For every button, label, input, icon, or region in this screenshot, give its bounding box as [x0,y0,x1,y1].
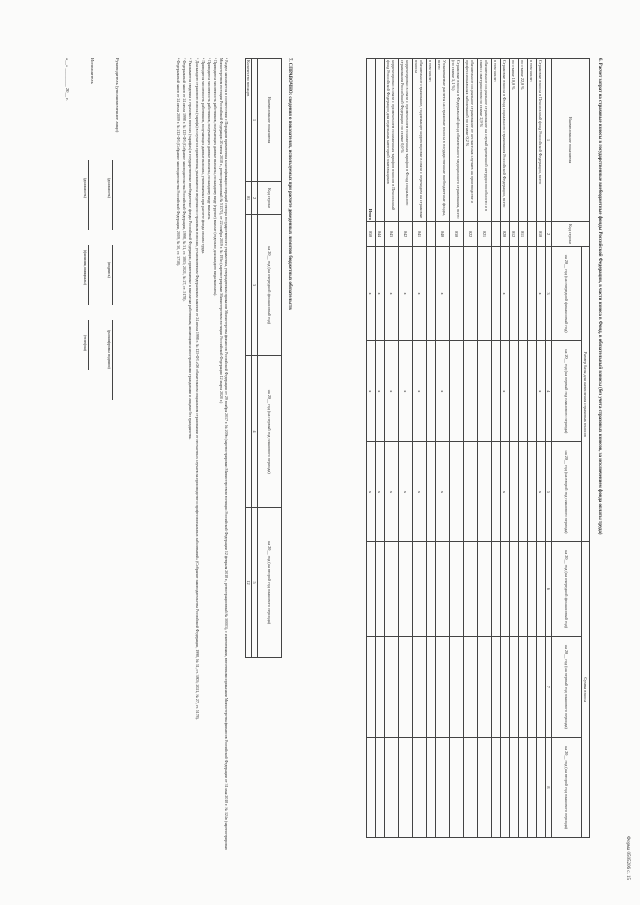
value-cell [450,636,464,737]
value-cell [537,737,546,837]
row-name: в том числе: [528,59,537,222]
row-code: 021 [478,222,492,247]
row-name: Итого [367,59,376,222]
s7-col-number: 2 [252,182,258,215]
col-number: 2 [546,222,552,247]
col-number: 8 [546,737,552,837]
value-cell [427,247,436,341]
value-cell [367,737,376,837]
col-number: 6 [546,542,552,636]
value-cell [436,737,450,837]
value-cell: x [367,442,376,542]
value-cell: x [399,341,413,442]
value-cell [478,247,492,341]
row-code [427,222,436,247]
value-cell [519,737,528,837]
value-cell: x [501,442,510,542]
value-cell [528,341,537,442]
value-cell [464,442,478,542]
value-cell [385,636,399,737]
value-cell [413,737,427,837]
value-cell: x [385,247,399,341]
table-row [399,59,413,838]
value-cell [478,737,492,837]
value-cell [427,636,436,737]
value-cell [436,636,450,737]
value-cell [376,542,385,636]
year-col-5: на 20__ год (на первый год планового периода) [552,636,582,737]
row-code: 042 [399,222,413,247]
year-col-1: на 20__ год (на очередной финансовый год) [552,247,582,341]
value-cell [385,737,399,837]
section7-title: 7. СПРАВОЧНО: сведения о показателях, используемых при расчете доведенных лимитов бюджетных обязательств [287,58,292,310]
value-cell [492,737,501,837]
value-cell: x [376,247,385,341]
value-cell: x [367,341,376,442]
value-cell [510,542,519,636]
value-cell [519,542,528,636]
footnote: ⁴ Приводится численность работников, получающих данные выплаты, учитываемых при расчете фонда оплаты труда. [200,58,205,254]
s7-col-year1: на 20__ год (на очередной финансовый год) [258,215,282,356]
s7-cell-year2 [246,356,252,508]
row-code: 022 [464,222,478,247]
row-code [528,222,537,247]
value-cell [376,636,385,737]
value-cell [464,247,478,341]
s7-col-year3: на 20__ год (на второй год планового периода) [258,508,282,658]
value-cell: x [436,442,450,542]
s7-col-number: 5 [252,508,258,658]
row-code [492,222,501,247]
footnote: ⁵ Для каждого страхового взноса (тарифа) в случае их применения, указываются сведения по страховым взносам, установленным Федеральным законом от 24 июля 1998 г. № 125-ФЗ «Об обязательном социальном страховании от несчастных случаев на производстве и профессиональных заболеваний» (Собрание законодательства Российской Федерации, 1998, № 31, ст. 3803; 2021, № 27, ст. 5178). [194,58,199,720]
value-cell: x [376,341,385,442]
row-code: 020 [501,222,510,247]
value-cell [528,442,537,542]
value-cell [399,737,413,837]
value-cell [450,442,464,542]
s7-col-number: 4 [252,356,258,508]
year-col-4: на 20__ год (на очередной финансовый год) [552,542,582,636]
value-cell [427,442,436,542]
col-number: 5 [546,442,552,542]
value-cell [450,542,464,636]
value-cell [492,542,501,636]
value-cell: x [385,442,399,542]
row-name: корректировки в связи с применением пониженных тарифов в Фонд социального страхования Российской Федерации по ставке 0,0 % [399,59,413,222]
footnote: ² Приводится численность работников, получающих данные выплаты, по каждому виду (группе) выплат (отдельно для каждого вида выплаты). [213,58,218,297]
s7-row-value: 12 [246,508,252,658]
value-cell [528,636,537,737]
value-cell [492,341,501,442]
value-cell [501,542,510,636]
col-header-name: Наименование показателя [552,59,590,222]
row-name: в том числе: [427,59,436,222]
value-cell [427,542,436,636]
value-cell [478,442,492,542]
date-line: «__» ________ 20__ г. [65,58,70,101]
value-cell [510,247,519,341]
year-col-3: на 20__ год (на второй год планового периода) [552,442,582,542]
row-name: по ставке 10,0 % [510,59,519,222]
s7-col-number: 1 [252,59,258,182]
value-cell [464,737,478,837]
section6-table [366,58,590,838]
footnote: ⁷ Федеральный закон от 24 июля 1998 г. № 125-ФЗ (Собрание законодательства Российской Федерации, 1998, № 31, ст. 3803; 2021, № 27, ст. 5178). [182,58,187,302]
row-code: 012 [510,222,519,247]
table-row [478,59,492,838]
value-cell [510,341,519,442]
value-cell [399,636,413,737]
table-row [501,59,510,838]
row-code: 041 [413,222,427,247]
table-row [436,59,450,838]
table-row [427,59,436,838]
row-name: обязательное социальное страхование на случай временной нетрудоспособности и в связи с материнством по ставке 2,9 % [478,59,492,222]
value-cell: x [537,341,546,442]
year-col-2: на 20__ год (на первый год планового периода) [552,341,582,442]
value-cell [501,636,510,737]
col-numbers-row [546,59,552,838]
col-number: 7 [546,636,552,737]
value-cell [450,737,464,837]
table-row [510,59,519,838]
row-code: 010 [537,222,546,247]
value-cell [528,542,537,636]
value-cell: x [501,341,510,442]
value-cell [478,341,492,442]
value-cell [385,542,399,636]
exec-phone-line [88,320,89,370]
row-name: по ставке 22,0 % [519,59,528,222]
value-cell [519,247,528,341]
col-header-sum: Сумма взноса [582,542,590,838]
s7-col-code: Код строки [258,182,282,215]
value-cell [427,341,436,442]
value-cell [519,341,528,442]
value-cell [450,247,464,341]
row-code: 043 [385,222,399,247]
value-cell: x [537,442,546,542]
year-col-6: на 20__ год (на второй год планового периода) [552,737,582,837]
head-caption-name: (расшифровка подписи) [107,330,111,369]
table-row [376,59,385,838]
head-label: Руководитель (уполномоченное лицо) [115,58,120,133]
value-cell [399,542,413,636]
value-cell [464,542,478,636]
value-cell [367,542,376,636]
row-code: 044 [376,222,385,247]
footnote: ⁶ Указываются сведения о страховых взносах (тарифах) в государственные внебюджетные фонды Российской Федерации, применяемые к выплатам работникам, являющимся иностранными гражданами и лицами без гражданства. [188,58,193,440]
value-cell: x [501,247,510,341]
value-cell [376,737,385,837]
footnotes [174,58,228,858]
value-cell [464,341,478,442]
row-name: Страховые взносы в Федеральный фонд обязательного медицинского страхования, всего (по ставке 5,1 %) [450,59,464,222]
table-row [492,59,501,838]
exec-label: Исполнитель [90,58,95,84]
row-name: обязательное социальное страхование от несчастных случаев на производстве и профессиональных заболеваний по ставке 0,2 % [464,59,478,222]
value-cell [464,636,478,737]
value-cell: x [399,442,413,542]
value-cell: x [436,341,450,442]
value-cell: x [413,247,427,341]
value-cell [528,737,537,837]
table-row [413,59,427,838]
value-cell [501,737,510,837]
value-cell: x [413,341,427,442]
row-name [376,59,385,222]
col-number: 4 [546,341,552,442]
value-cell [367,636,376,737]
section6-body [367,59,546,838]
table-row [519,59,528,838]
col-number: 1 [546,59,552,222]
value-cell: x [376,442,385,542]
value-cell [537,636,546,737]
table-row [537,59,546,838]
row-name: Страховые взносы в Пенсионный фонд Российской Федерации, всего [537,59,546,222]
value-cell [478,542,492,636]
table-row [528,59,537,838]
table-row [450,59,464,838]
row-name: Уплачиваемые расчеты на страховые взносы в государственные внебюджетные фонды, всего [436,59,450,222]
row-code: 030 [450,222,464,247]
value-cell: x [537,247,546,341]
head-caption-signature: (подпись) [107,262,111,278]
head-caption-position: (должность) [107,178,111,198]
value-cell [492,247,501,341]
value-cell [519,442,528,542]
row-name: Страховые взносы в Фонд социального страхования Российской Федерации, всего [501,59,510,222]
exec-caption-position: (должность) [83,178,87,198]
row-name: в том числе: [492,59,501,222]
row-code: 011 [519,222,528,247]
head-position-line [112,160,113,230]
value-cell [413,636,427,737]
row-name: корректировки в связи с применением пониженных тарифов взносов в Пенсионный фонд Российской Федерации для отдельных категорий плательщиков [385,59,399,222]
head-name-line [112,320,113,400]
value-cell: x [436,247,450,341]
value-cell [510,737,519,837]
exec-caption-phone: (телефон) [83,335,87,351]
value-cell: x [385,341,399,442]
value-cell [537,542,546,636]
value-cell: x [367,247,376,341]
s7-col-year2: на 20__ год (на первый год планового периода) [258,356,282,508]
value-cell [492,442,501,542]
value-cell: x [413,442,427,542]
head-signature-line [112,245,113,305]
value-cell [519,636,528,737]
form-code: Форма 0505206 с. 15 [625,836,630,880]
value-cell [492,636,501,737]
s7-row-name: Количество месяцев [246,59,252,182]
value-cell [528,247,537,341]
row-name: обязательное страхование, подлежащее корректировке в связи с переходом на страховые взносы [413,59,427,222]
section6-title: 6. Расчет затрат на страховые взносы в государственные внебюджетные фонды Российской Федерации, в части взноса в Фонд, в обязательный взносы (без учета страховых взносов, за исключением фонда оплаты труда) [597,58,602,535]
table-row [385,59,399,838]
footnote: ¹ Раздел заполняется в соответствии с Порядком применения классификации операций сектора государственного управления, утвержденным приказом Министерства финансов Российской Федерации от 29 ноября 2017 г. № 209н (зарегистрирован Министерством юстиции Российской Федерации 12 февраля 2018 г., регистрационный № 50003), с изменениями, внесенными приказами Министерства финансов Российской Федерации от 31 мая 2018 г. № 124н (зарегистрирован Министерством юстиции Российской Федерации 20 июня 2018 г., регистрационный № 51371), от 22 ноября 2019 г. № 193н (зарегистрирован Министерством юстиции Российской Федерации 12 марта 2020 г.) [219,58,228,850]
table-row [367,59,376,838]
value-cell: x [399,247,413,341]
s7-col-number: 3 [252,215,258,356]
col-header-size: Размер базы для начисления страховых взносов [582,247,590,542]
exec-caption-name: (фамилия, инициалы) [83,250,87,286]
s7-row-code: 01 [246,182,252,215]
value-cell [436,542,450,636]
value-cell [450,341,464,442]
value-cell [427,737,436,837]
exec-name-line [88,245,89,305]
col-number: 3 [546,247,552,341]
footnote: ⁸ Федеральный закон от 24 июля 2009 г. № 212-ФЗ (Собрание законодательства Российской Федерации, 2009, № 30, ст. 3738). [176,58,180,267]
s7-col-name: Наименование показателя [258,59,282,182]
row-code: 040 [436,222,450,247]
exec-position-line [88,160,89,230]
value-cell [510,636,519,737]
table-row [464,59,478,838]
value-cell [478,636,492,737]
value-cell [413,542,427,636]
s7-cell-year1 [246,215,252,356]
value-cell [510,442,519,542]
col-header-code: Код строки [552,222,590,247]
row-code: 050 [367,222,376,247]
section7-table [245,58,282,658]
footnote: ³ Приводится численность работников, получающих данные выплаты, по каждому виду выплаты. [206,58,211,221]
